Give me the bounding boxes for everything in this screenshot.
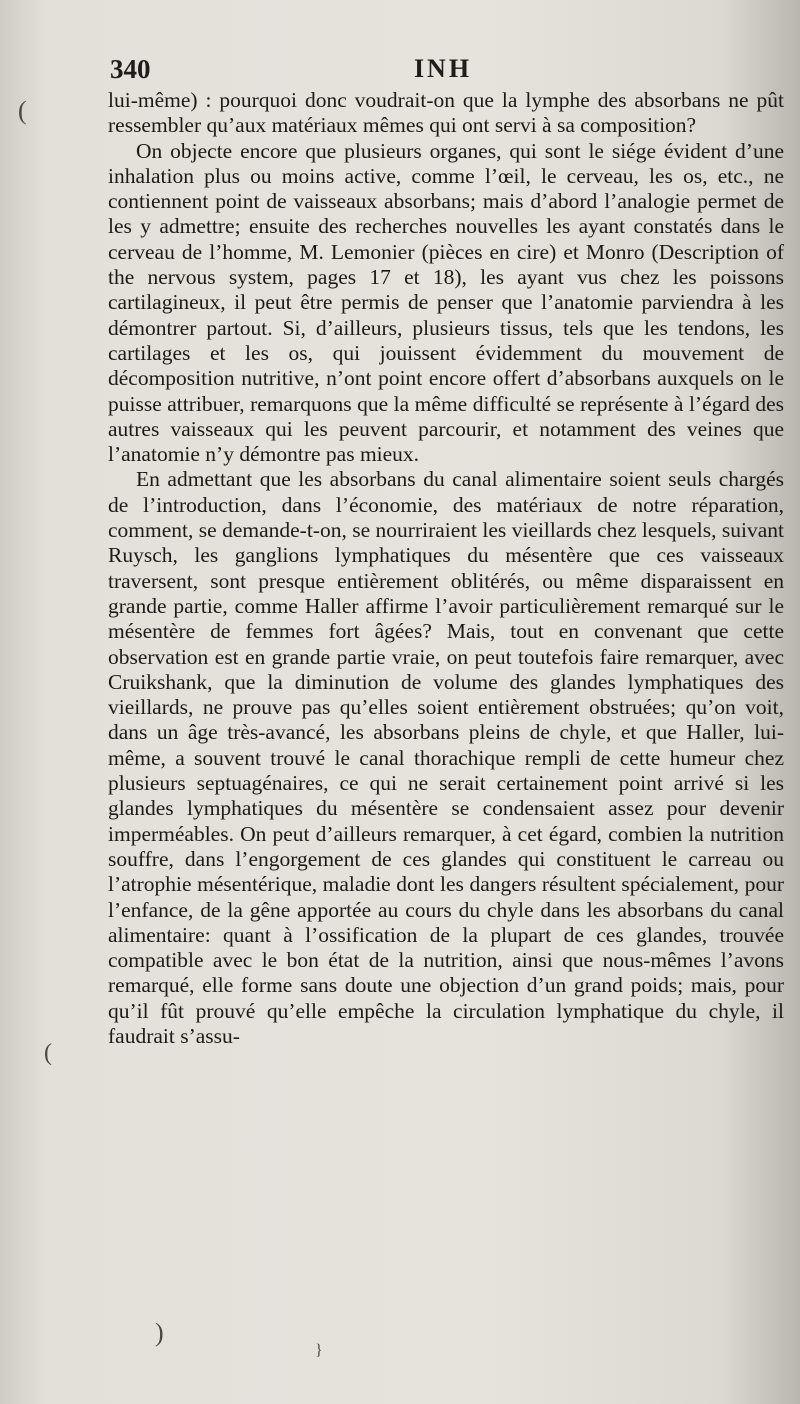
paragraph-objection-organs: On objecte encore que plusieurs organes, qui sont le siége évident d’une inhalation plus ou moins active, comme l’œil, le cerveau, les os, etc., ne contiennent point de vaisseaux absorbans; mais d’abord l’analogie permet de les y admettre; ensuite des recherches nouvelles les ayant constatés dans le cerveau de l’homme, M. Lemonier (pièces en cire) et Monro (Description of the nervous system, pages 17 et 18), les ayant vus chez les poissons cartilagineux, il peut être permis de penser que l’anatomie parviendra à les démontrer partout. Si, d’ailleurs, plusieurs tissus, tels que les tendons, les cartilages et les os, qui jouissent évidemment du mouvement de décomposition nutritive, n’ont point encore offert d’absorbans auxquels on le puisse attribuer, remarquons que la même difficulté se représente à l’égard des autres vaisseaux qui les peuvent parcourir, et notamment des veines que l’anatomie n’y démontre pas mieux. (108, 138, 784, 467)
page-header (108, 52, 778, 86)
page-number: 340 (110, 54, 151, 84)
margin-mark: ) (155, 1318, 164, 1347)
body-text (108, 88, 784, 1049)
paragraph-old-age-nutrition: En admettant que les absorbans du canal alimentaire soient seuls chargés de l’introduction, dans l’économie, des matériaux de notre réparation, comment, se demande-t-on, se nourriraient les vieillards chez lesquels, suivant Ruysch, les ganglions lymphatiques du mésentère que ces vaisseaux traversent, sont presque entièrement oblitérés, ou même disparaissent en grande partie, comme Haller affirme l’avoir particulièrement remarqué sur le mésentère de femmes fort âgées? Mais, tout en convenant que cette observation est en grande partie vraie, on peut toutefois faire remarquer, avec Cruikshank, que la diminution de volume des glandes lymphatiques des vieillards, ne prouve pas qu’elles soient entièrement obstruées; qu’on voit, dans un âge très-avancé, les absorbans pleins de chyle, et que Haller, lui-même, a souvent trouvé le canal thorachique rempli de cette humeur chez plusieurs septuagénaires, ce qui ne serait certainement point arrivé si les glandes lymphatiques du mésentère se condensaient assez pour devenir imperméables. On peut d’ailleurs remarquer, à cet égard, combien la nutrition souffre, dans l’engorgement de ces glandes qui constituent le carreau ou l’atrophie mésentérique, maladie dont les dangers résultent spécialement, pour l’enfance, de la gêne apportée au cours du chyle dans les absorbans du canal alimentaire: quant à l’ossification de la plupart de ces glandes, trouvée compatible avec le bon état de la nutrition, ainsi que nous-mêmes l’avons remarqué, elle forme sans doute une objection d’un grand poids; mais, pour qu’il fût prouvé qu’elle empêche la circulation lymphatique du chyle, il faudrait s’assu- (108, 467, 784, 1048)
running-head: INH (413, 54, 473, 83)
margin-mark: ( (18, 96, 27, 125)
margin-mark: } (315, 1342, 323, 1359)
paragraph-continuation: lui-même) : pourquoi donc voudrait-on que la lymphe des absorbans ne pût ressembler qu’aux matériaux mêmes qui ont servi à sa composition? (108, 88, 784, 138)
margin-mark: ( (44, 1040, 52, 1066)
